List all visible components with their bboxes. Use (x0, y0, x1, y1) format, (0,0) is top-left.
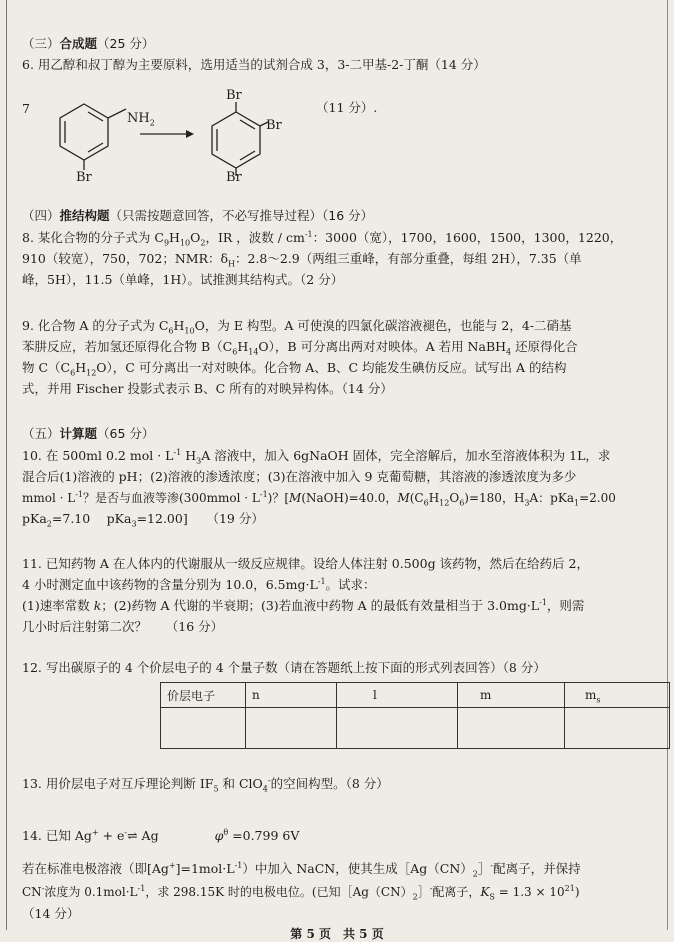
header-valence-electron: 价层电子 (161, 683, 246, 708)
table-cell (161, 708, 246, 749)
header-m: m (458, 683, 565, 708)
question-14-line-4: （14 分） (22, 906, 80, 921)
question-7-number: 7 (22, 101, 30, 116)
c-n-bond (108, 109, 126, 118)
header-n: n (246, 683, 337, 708)
table-cell (458, 708, 565, 749)
page-footer: 第 5 页 共 5 页 (290, 927, 384, 941)
question-10-line-1: 10. 在 500ml 0.2 mol · $L^{-1}$ $H_3A$ 溶液中，加入 6gNaOH 固体，完全溶解后，加水至溶液体积为 1L，求 (22, 447, 611, 466)
question-10-line-3: mmol · $L^{-1}$？是否与血液等渗(300mmol · $L^{-1}$)？[M(NaOH)=40.0，$M(C_6H_{12}O_6)=180$，$H_3A$：pKa$_1$=2.00 (22, 490, 616, 508)
reactant-br-label: Br (76, 170, 92, 185)
question-11-line-1: 11. 已知药物 A 在人体内的代谢服从一级反应规律。设给人体注射 0.500g 该药物，然后在给药后 2， (22, 556, 589, 571)
reaction-arrow (138, 128, 198, 140)
table-cell (565, 708, 670, 749)
section-4-heading: （四）推结构题（只需按题意回答，不必写推导过程）（16 分） (22, 208, 374, 223)
question-8-line-1: 8. 某化合物的分子式为 $C_9H_{10}O_2$，IR ，波数 / $cm^{-1}$：3000（宽），1700，1600，1500，1300，1220， (22, 229, 623, 248)
table-row (161, 683, 670, 708)
question-9-line-3: 物 $C(C_6H_{12}O)$，C 可分离出一对对映体。化合物 A、B、C 均能发生碘仿反应。试写出 A 的结构 (22, 360, 567, 378)
product-tribromobenzene (196, 90, 296, 190)
table-cell (246, 708, 337, 749)
question-7-score: （11 分）. (316, 100, 378, 115)
question-13: 13. 用价层电子对互斥理论判断 $IF_5$ 和 ClO$_4$-的空间构型。（8 分） (22, 775, 389, 794)
question-9-line-2: 苯肼反应，若加氢还原得化合物 $B(C_6H_{14}O)$，B 可分离出两对对映体。A 若用 NaBH$_4$ 还原得化合 (22, 339, 578, 357)
question-11-line-4: 几小时后注射第二次？ （16 分） (22, 619, 224, 634)
question-11-line-2: 4 小时测定血中该药物的含量分别为 10.0，$6.5mg\cdot L^{-1}$。试求： (22, 576, 376, 592)
header-l: l (337, 683, 458, 708)
question-9-line-4: 式，并用 Fischer 投影式表示 B、C 所有的对映异构体。（14 分） (22, 381, 393, 396)
question-14-line-2: 若在标准电极溶液（即$[Ag^+]=1mol\cdot L^{-1}$）中加入 NaCN，使其生成$[Ag(CN)_2]^-$配离子，并保持 (22, 860, 581, 879)
benzene-ring (212, 112, 260, 168)
question-12: 12. 写出碳原子的 4 个价层电子的 4 个量子数（请在答题纸上按下面的形式列表回答）（8 分） (22, 660, 546, 675)
product-br-top: Br (226, 88, 242, 103)
table-cell (337, 708, 458, 749)
question-8-line-3: 峰，5H），11.5（单峰，1H）。试推测其结构式。（2 分） (22, 272, 344, 287)
header-ms: $m_s$ (565, 683, 670, 708)
question-11-line-3: (1)速率常数 k；(2)药物 A 代谢的半衰期；(3)若血液中药物 A 的最低有效量相当于 $3.0mg\cdot L^{-1}$，则需 (22, 597, 585, 613)
question-6: 6. 用乙醇和叔丁醇为主要原料，选用适当的试剂合成 3，3-二甲基-2-丁酮（14 分） (22, 57, 486, 72)
table-row (161, 708, 670, 749)
product-br-bottom: Br (226, 170, 242, 185)
benzene-ring (60, 104, 108, 160)
amino-group-label: $NH_2$ (127, 111, 155, 128)
question-10-line-4: pKa$_2$=7.10 pKa$_3$=12.00] （19 分） (22, 511, 264, 529)
section-3-heading: （三）合成题（25 分） (22, 36, 155, 51)
question-14-line-1: 14. 已知 Ag+ + e-⇌ Ag $\varphi^\theta =0.799$ 6V (22, 827, 300, 843)
section-5-heading: （五）计算题（65 分） (22, 426, 155, 441)
question-14-line-3: CN-浓度为 $0.1mol\cdot L^{-1}$，求 298.15K 时的电极电位。(已知$[Ag(CN)_2]^-$配离子，$K_S = 1.3 \times 10^{21}$) (22, 884, 580, 902)
quantum-number-table (160, 682, 670, 749)
question-9-line-1: 9. 化合物 A 的分子式为 $C_6H_{10}O$，为 E 构型。A 可使溴的四氯化碳溶液褪色，也能与 2，4-二硝基 (22, 318, 572, 336)
product-br-right: Br (266, 118, 282, 133)
question-8-line-2: 910（较宽），750，702；NMR：$\delta_H$：2.8～2.9（两组三重峰，有部分重叠，每组 2H），7.35（单 (22, 251, 582, 269)
question-10-line-2: 混合后(1)溶液的 pH；(2)溶液的渗透浓度；(3)在溶液中加入 9 克葡萄糖，其溶液的渗透浓度为多少 (22, 469, 577, 484)
